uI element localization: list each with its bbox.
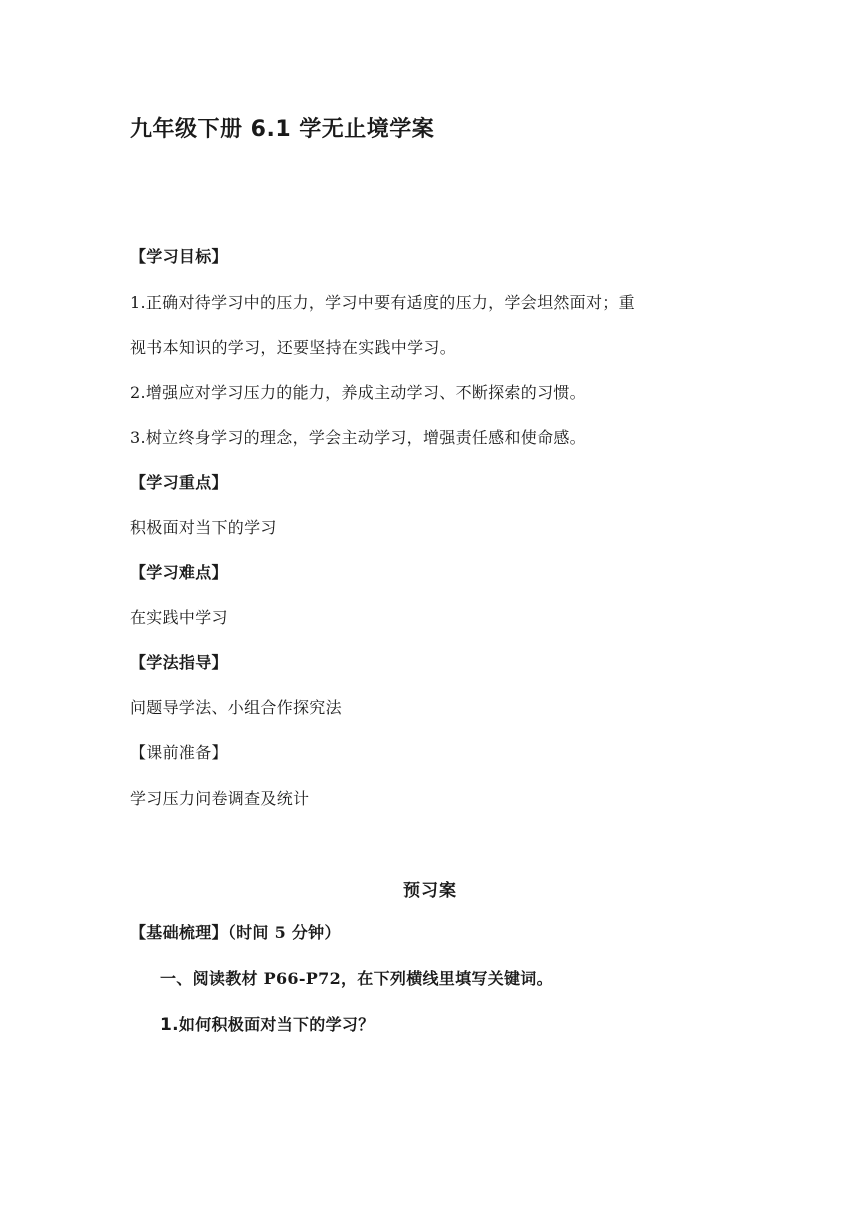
key-point-heading: 【学习重点】 <box>130 473 228 492</box>
key-point-text: 积极面对当下的学习 <box>130 518 277 537</box>
goal-line-1: 1.正确对待学习中的压力，学习中要有适度的压力，学会坦然面对；重 <box>130 293 635 312</box>
preparation-heading: 【课前准备】 <box>130 743 228 762</box>
instruction-line: 一、阅读教材 P66-P72，在下列横线里填写关键词。 <box>160 969 553 988</box>
method-text: 问题导学法、小组合作探究法 <box>130 698 342 717</box>
document-title: 九年级下册 6.1 学无止境学案 <box>130 117 435 142</box>
goals-heading: 【学习目标】 <box>130 247 228 266</box>
question-1-number: 1. <box>160 1015 179 1035</box>
difficulty-text: 在实践中学习 <box>130 608 228 627</box>
difficulty-heading: 【学习难点】 <box>130 563 228 582</box>
goal-line-3: 2.增强应对学习压力的能力，养成主动学习、不断探索的习惯。 <box>130 383 586 402</box>
question-1-text: 如何积极面对当下的学习？ <box>178 1015 375 1034</box>
preparation-text: 学习压力问卷调查及统计 <box>130 789 310 808</box>
goal-line-2: 视书本知识的学习，还要坚持在实践中学习。 <box>130 338 457 357</box>
goal-line-4: 3.树立终身学习的理念，学会主动学习，增强责任感和使命感。 <box>130 428 586 447</box>
question-1 <box>160 1012 375 1035</box>
method-heading: 【学法指导】 <box>130 653 228 672</box>
preview-title: 预习案 <box>403 881 457 901</box>
basic-heading: 【基础梳理】（时间 5 分钟） <box>130 923 341 942</box>
